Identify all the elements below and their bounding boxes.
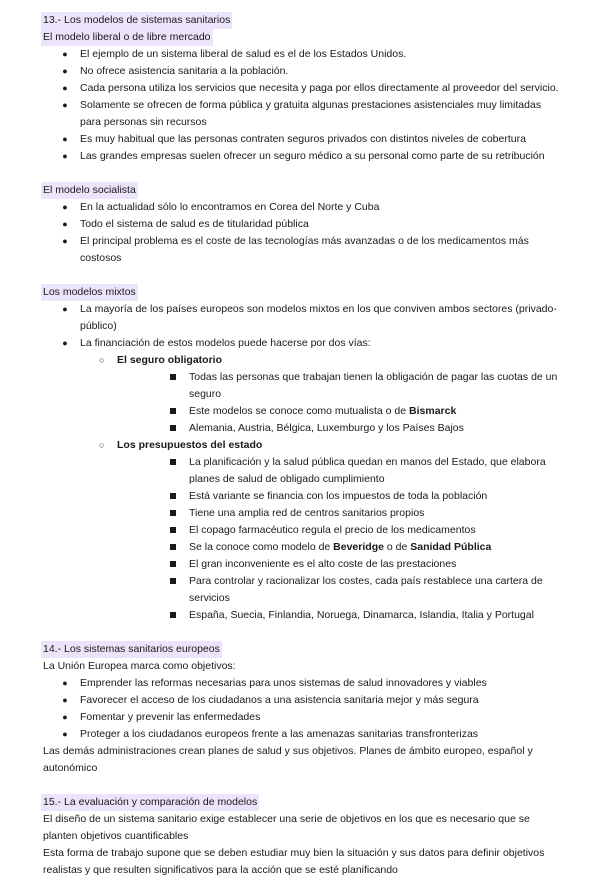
list-item: Para controlar y racionalizar los costes, cada país restablece una cartera de servicios [80, 573, 560, 607]
bullet-icon: ● [62, 83, 68, 93]
list-item: ● Es muy habitual que las personas contraten seguros privados con distintos niveles de cobertura [43, 131, 560, 148]
evaluation-paragraph-2: Esta forma de trabajo supone que se deben estudiar muy bien la situación y sus datos para definir objetivos realistas y que resulten significativos para la acción que se esté planificando [43, 847, 545, 876]
square-bullet-icon [170, 408, 176, 414]
square-bullet-icon [170, 459, 176, 465]
liberal-model-title: El modelo liberal o de libre mercado [41, 29, 213, 46]
beveridge-term: Beveridge [333, 541, 384, 553]
list-item: Está variante se financia con los impuestos de toda la población [80, 488, 560, 505]
circle-bullet-icon: ○ [99, 355, 105, 365]
bullet-icon: ● [62, 678, 68, 688]
socialist-model-title: El modelo socialista [41, 182, 138, 199]
eu-outro-text: Las demás administraciones crean planes de salud y sus objetivos. Planes de ámbito europeo, español y autonómico [43, 745, 533, 774]
list-item: El copago farmacéutico regula el precio de los medicamentos [80, 522, 560, 539]
square-bullet-icon [170, 510, 176, 516]
list-item: ● El ejemplo de un sistema liberal de salud es el de los Estados Unidos. [43, 46, 560, 63]
square-bullet-icon [170, 425, 176, 431]
bullet-icon: ● [62, 134, 68, 144]
list-item: ● En la actualidad sólo lo encontramos en Corea del Norte y Cuba [43, 199, 560, 216]
section-14-title: 14.- Los sistemas sanitarios europeos [41, 641, 222, 658]
bullet-icon: ● [62, 695, 68, 705]
list-item: ● Solamente se ofrecen de forma pública y gratuita algunas prestaciones asistenciales muy limitadas para personas sin recursos [43, 97, 560, 131]
bullet-icon: ● [62, 304, 68, 314]
list-item: Alemania, Austria, Bélgica, Luxemburgo y los Países Bajos [80, 420, 560, 437]
financing-ways-list [80, 352, 560, 624]
square-bullet-icon [170, 527, 176, 533]
square-bullet-icon [170, 374, 176, 380]
list-item: España, Suecia, Finlandia, Noruega, Dinamarca, Islandia, Italia y Portugal [80, 607, 560, 624]
bullet-icon: ● [62, 66, 68, 76]
state-budget-label: Los presupuestos del estado [117, 439, 263, 451]
bullet-icon: ● [62, 49, 68, 59]
section-15-title: 15.- La evaluación y comparación de modelos [41, 794, 259, 811]
eu-intro-text: La Unión Europea marca como objetivos: [43, 660, 236, 672]
circle-bullet-icon: ○ [99, 440, 105, 450]
list-item: ● Emprender las reformas necesarias para unos sistemas de salud innovadores y viables [43, 675, 560, 692]
list-item: ● Fomentar y prevenir las enfermedades [43, 709, 560, 726]
list-item: ● La financiación de estos modelos puede hacerse por dos vías: ○ El seguro obligatorio Todas las personas que trabajan tienen la obligación de pagar las cuotas de un seguro Este modelos se conoce como mutualista o de Bismarck Alemania, Austria, Bélgica, Luxemburgo y los Países Bajos ○ Los presupuestos del estado La planificación y la salud pública quedan en manos del Estado, que elabora planes de salud de obligado cumplimiento Está variante se financia con los impuestos de toda la población Tiene una amplia red de centros sanitarios propios El copago farmacéutico regula el precio de los medicamentos Se la conoce como modelo de Beveridge o de Sanidad Pública El gran inconveniente es el alto coste de las prestaciones Para controlar y racionalizar los costes, cada país restablece una cartera de servicios España, Suecia, Finlandia, Noruega, Dinamarca, Islandia, Italia y Portugal [43, 335, 560, 624]
list-item: Todas las personas que trabajan tienen la obligación de pagar las cuotas de un seguro [80, 369, 560, 403]
square-bullet-icon [170, 493, 176, 499]
list-item: ● La mayoría de los países europeos son modelos mixtos en los que conviven ambos sectores (privado-público) [43, 301, 560, 335]
list-item: Tiene una amplia red de centros sanitarios propios [80, 505, 560, 522]
list-item: ● El principal problema es el coste de las tecnologías más avanzadas o de los medicamentos más costosos [43, 233, 560, 267]
bullet-icon: ● [62, 202, 68, 212]
list-item: ● Cada persona utiliza los servicios que necesita y paga por ellos directamente al proveedor del servicio. [43, 80, 560, 97]
bullet-icon: ● [62, 338, 68, 348]
list-item: La planificación y la salud pública quedan en manos del Estado, que elabora planes de salud de obligado cumplimiento [80, 454, 560, 488]
bullet-icon: ● [62, 219, 68, 229]
list-item: El gran inconveniente es el alto coste de las prestaciones [80, 556, 560, 573]
list-item: ● Favorecer el acceso de los ciudadanos a una asistencia sanitaria mejor y más segura [43, 692, 560, 709]
bullet-icon: ● [62, 712, 68, 722]
square-bullet-icon [170, 544, 176, 550]
list-item: Este modelos se conoce como mutualista o de Bismarck [80, 403, 560, 420]
bullet-icon: ● [62, 151, 68, 161]
mixed-models-list [43, 301, 560, 624]
bismarck-term: Bismarck [409, 405, 457, 417]
bullet-icon: ● [62, 100, 68, 110]
square-bullet-icon [170, 561, 176, 567]
sanidad-publica-term: Sanidad Pública [410, 541, 492, 553]
liberal-model-list [43, 46, 560, 165]
mandatory-insurance-list [80, 369, 560, 437]
state-budget-list [80, 454, 560, 624]
list-item [80, 437, 560, 624]
list-item: ● Las grandes empresas suelen ofrecer un seguro médico a su personal como parte de su retribución [43, 148, 560, 165]
list-item: ● Todo el sistema de salud es de titularidad pública [43, 216, 560, 233]
evaluation-paragraph-1: El diseño de un sistema sanitario exige establecer una serie de objetivos en los que es necesario que se planten objetivos cuantificables [43, 813, 530, 842]
list-item: ● Proteger a los ciudadanos europeos frente a las amenazas sanitarias transfronterizas [43, 726, 560, 743]
bullet-icon: ● [62, 236, 68, 246]
mandatory-insurance-label: El seguro obligatorio [117, 354, 223, 366]
square-bullet-icon [170, 612, 176, 618]
bullet-icon: ● [62, 729, 68, 739]
list-item: ● No ofrece asistencia sanitaria a la población. [43, 63, 560, 80]
socialist-model-list [43, 199, 560, 267]
mixed-models-title: Los modelos mixtos [41, 284, 138, 301]
square-bullet-icon [170, 578, 176, 584]
section-13-title: 13.- Los modelos de sistemas sanitarios [41, 12, 232, 29]
list-item: Se la conoce como modelo de Beveridge o de Sanidad Pública [80, 539, 560, 556]
list-item [80, 352, 560, 437]
eu-objectives-list [43, 675, 560, 743]
